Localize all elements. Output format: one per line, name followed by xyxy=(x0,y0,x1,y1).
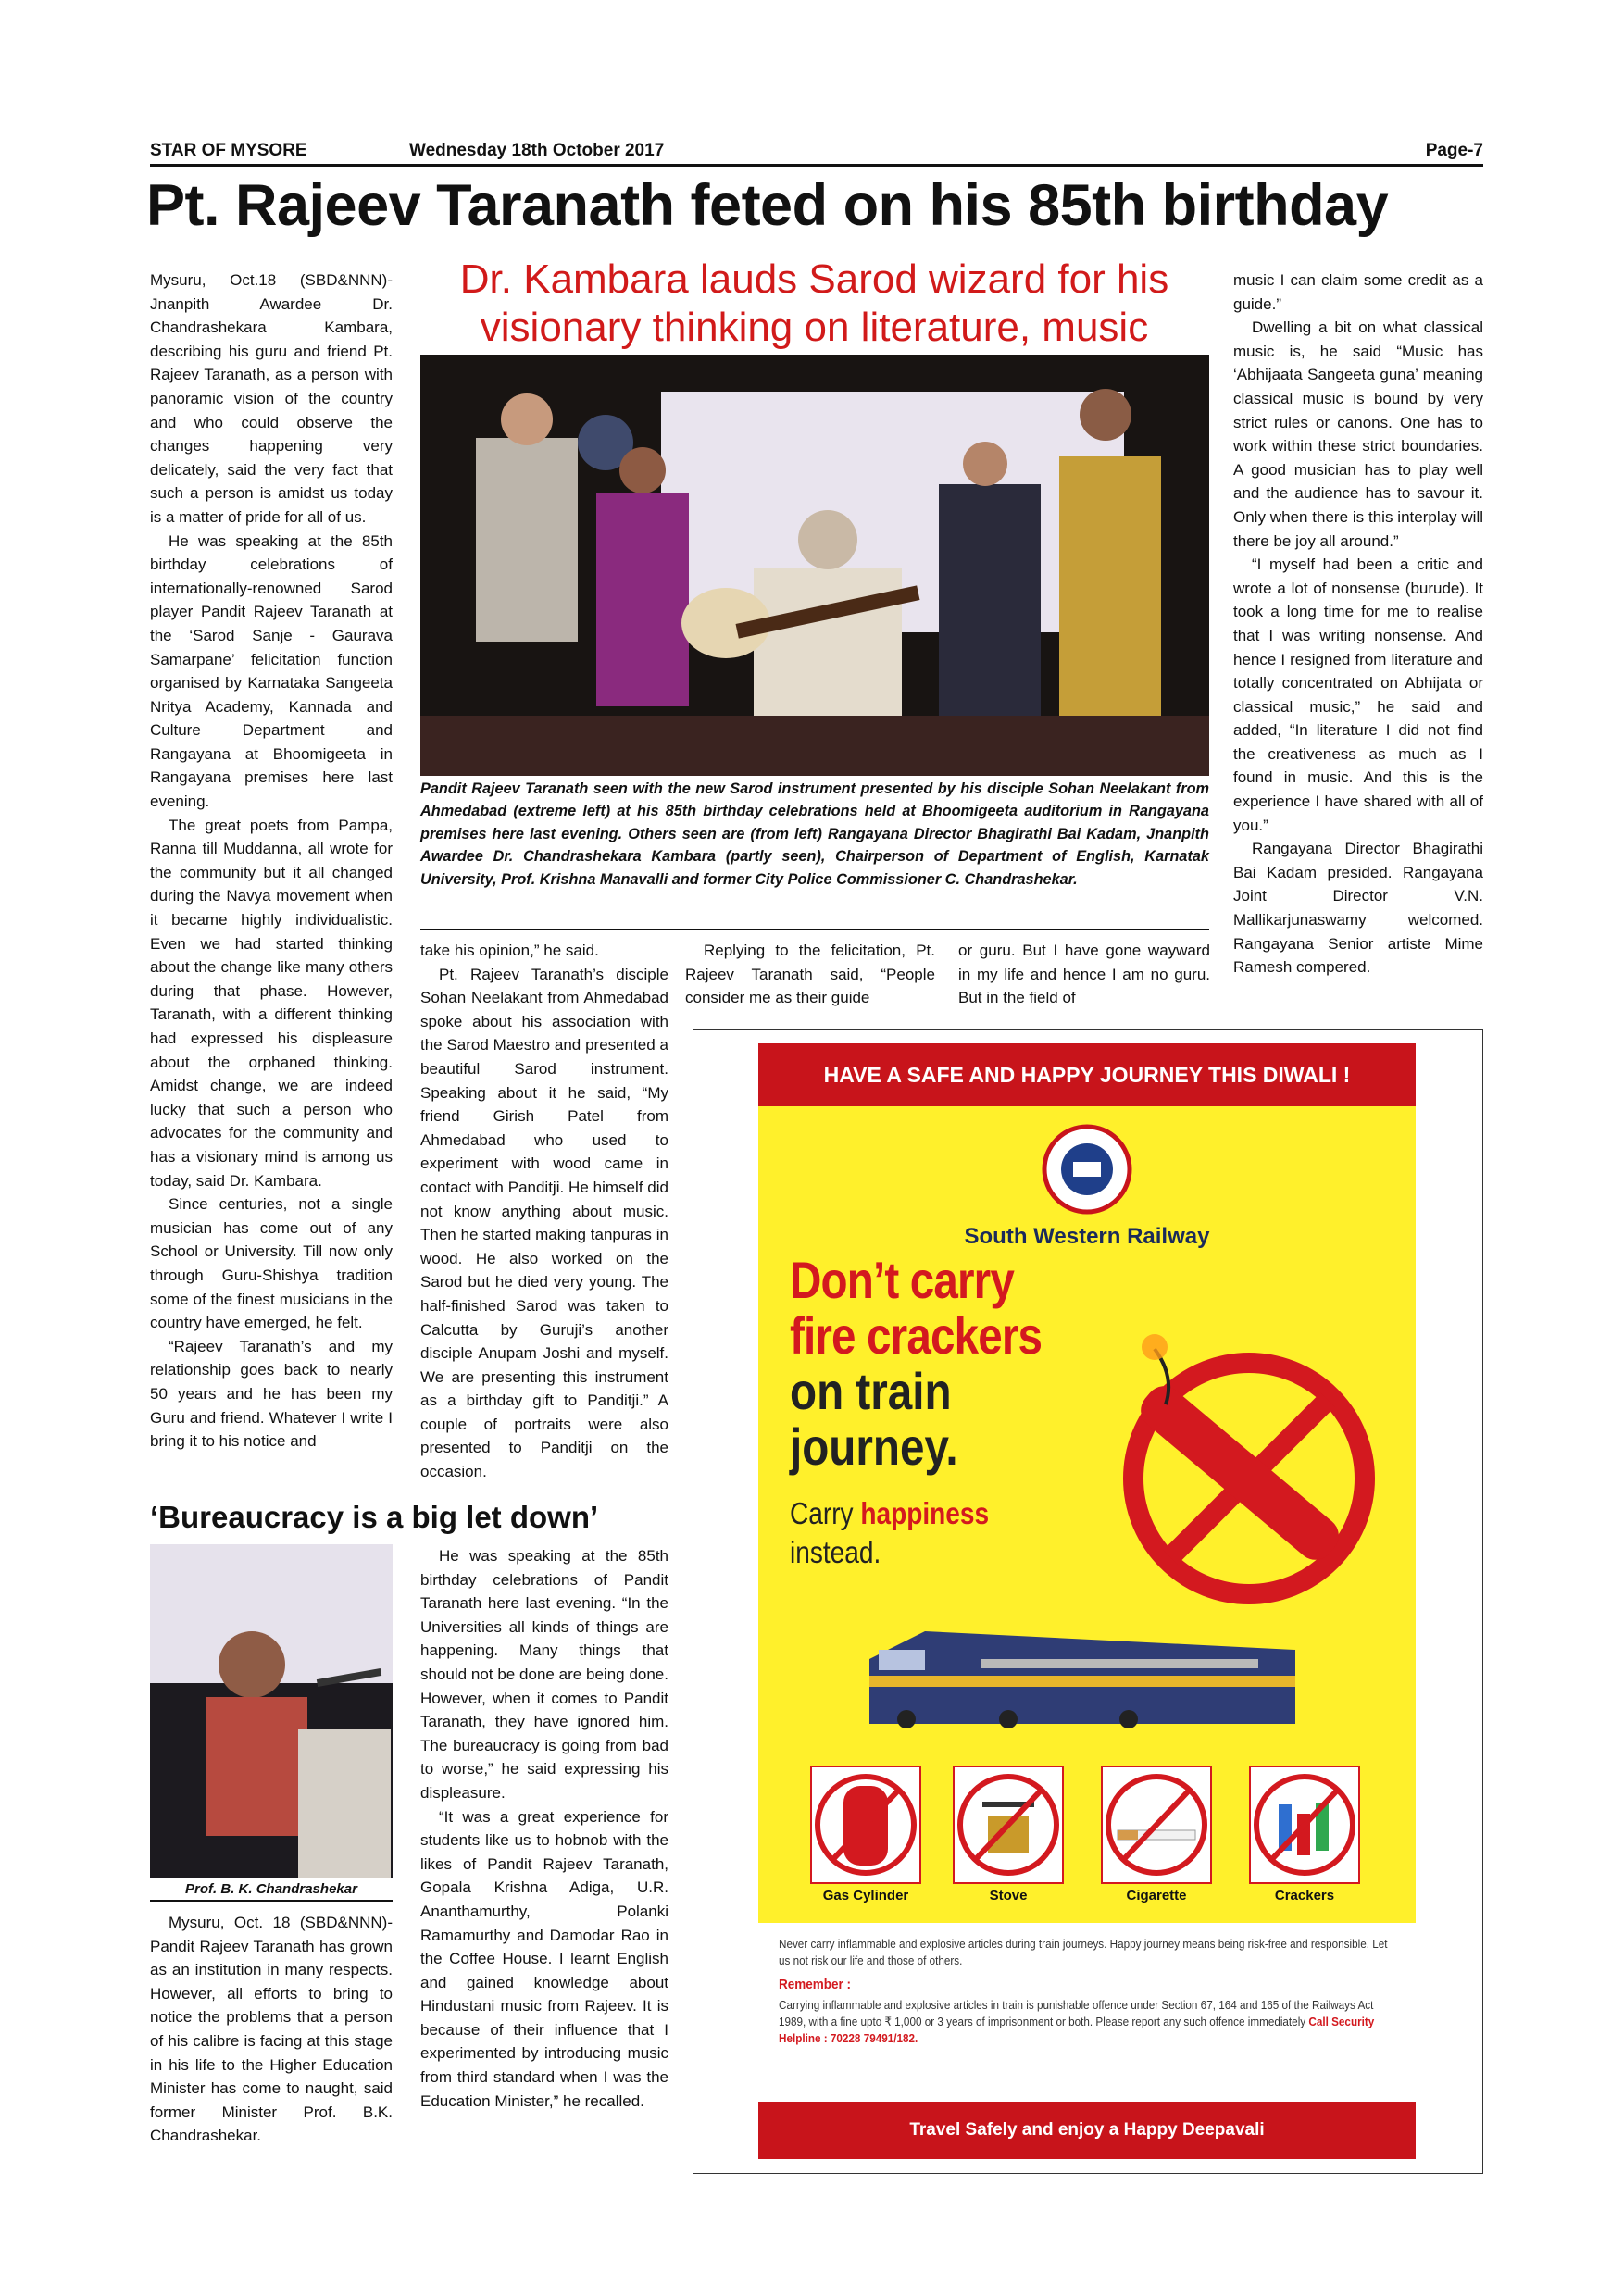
paragraph: “It was a great experience for students like us to hobnob with the likes of Pandit Rajeev Taranath, Gopala Krishna Adiga, U.R. Ananthamurthy, Polanki Ramamurthy and Damodar Rao in the Coffee House. I learnt English and gained knowledge about Hindustani music from Rajeev. It is because of their influence that I experimented by introducing music from third standard when I was the Education Minister,” he recalled. xyxy=(420,1807,668,2110)
chandrashekar-photo xyxy=(150,1544,393,1878)
sub-headline xyxy=(423,256,1206,352)
ad-slogan-line-1: Don’t carry xyxy=(790,1251,1014,1309)
train-icon xyxy=(869,1594,1295,1733)
railway-advertisement xyxy=(693,1029,1483,2174)
article1-column-1 xyxy=(150,268,393,1454)
article1-column-4 xyxy=(958,939,1210,1010)
paragraph: Mysuru, Oct.18 (SBD&NNN)-Jnanpith Awardee Dr. Chandrashekara Kambara, describing his guru and friend Pt. Rajeev Taranath, as a person with panoramic vision of the country and who could observe the changes happening very delicately, said the very fact that such a person is amidst us today is a matter of pride for all of us. xyxy=(150,271,393,526)
icon-label: Stove xyxy=(989,1888,1028,1903)
ad-slogan-red xyxy=(790,1253,1042,1364)
paragraph: Since centuries, not a single musician has come out of any School or University. Till now only through Guru-Shishya tradition some of the finest musicians in the country have emerged, he felt. xyxy=(150,1195,393,1332)
main-headline: Pt. Rajeev Taranath feted on his 85th birthday xyxy=(146,173,1389,238)
main-photo-image xyxy=(420,355,1209,776)
ad-banner: HAVE A SAFE AND HAPPY JOURNEY THIS DIWALI ! xyxy=(758,1043,1416,1106)
article2-column-2 xyxy=(420,1544,668,2113)
paragraph: He was speaking at the 85th birthday celebrations of Pandit Taranath here last evening. “In the Universities all kinds of things are happening. Many things that should not be done are being done. However, when it comes to Pandit Taranath, they have ignored him. The bureaucracy is going from bad to worse,” he said expressing his displeasure. xyxy=(420,1547,668,1802)
ad-footer: Travel Safely and enjoy a Happy Deepavali xyxy=(758,2102,1416,2159)
article2-column-1 xyxy=(150,1911,393,2148)
railway-name: South Western Railway xyxy=(964,1224,1210,1249)
remember-text xyxy=(779,1997,1393,2047)
article1-column-2 xyxy=(420,939,668,1484)
section-headline: ‘Bureaucracy is a big let down’ xyxy=(150,1500,599,1534)
gas-cylinder-icon xyxy=(810,1766,921,1884)
chandrashekar-caption: Prof. B. K. Chandrashekar xyxy=(150,1879,393,1902)
paragraph: “Rajeev Taranath’s and my relationship goes back to nearly 50 years and he has been my Guru and friend. Whatever I write I bring it to his notice and xyxy=(150,1337,393,1451)
caption-divider xyxy=(420,929,1209,930)
masthead-bar xyxy=(150,141,1483,167)
paragraph: The great poets from Pampa, Ranna till Muddanna, all wrote for the community but it all changed during the Navya movement when it became highly individualistic. Even we had started thinking about the change like many others during that phase. However, Taranath, with a different thinking had expressed his displeasure about the orphaned thinking. Amidst change, we are indeed lucky that such a person who advocates for the community and has a visionary mind is among us today, said Dr. Kambara. xyxy=(150,816,393,1190)
security-helpline: Call Security Helpline : 70228 79491/182. xyxy=(779,2015,1375,2045)
remember-body: Carrying inflammable and explosive articles in train is punishable offence under Section 67, 164 and 165 of the Railways Act 1989, with a fine upto ₹ 1,000 or 3 years of imprisonment or both. Please report any such offence immediately xyxy=(779,1998,1374,2028)
ad-slogan-black xyxy=(790,1364,958,1475)
paragraph: Rangayana Director Bhagirathi Bai Kadam presided. Rangayana Joint Director V.N. Mallikarjunaswamy welcomed. Rangayana Senior artiste Mime Ramesh compered. xyxy=(1233,840,1483,977)
page-number: Page-7 xyxy=(1425,141,1483,160)
paragraph: music I can claim some credit as a guide.” xyxy=(1233,271,1483,313)
main-photo xyxy=(420,355,1209,776)
sub-headline-line-1: Dr. Kambara lauds Sarod wizard for his xyxy=(459,256,1169,302)
paragraph: He was speaking at the 85th birthday celebrations of internationally-renowned Sarod player Pandit Rajeev Taranath at the ‘Sarod Sanje - Gaurava Samarpane’ felicitation function organised by Karnataka Sangeeta Nritya Academy, Kannada and Culture Department and Rangayana at Bhoomigeeta in Rangayana premises here last evening. xyxy=(150,531,393,811)
instead-word: instead. xyxy=(790,1535,881,1569)
cigarette-icon xyxy=(1101,1766,1212,1884)
ad-panel xyxy=(758,1043,1416,2159)
main-photo-caption: Pandit Rajeev Taranath seen with the new Sarod instrument presented by his disciple Sohan Neelakant from Ahmedabad (extreme left) at his 85th birthday celebrations held at Bhoomigeeta auditorium in Rangayana premises here last evening. Others seen are (from left) Rangayana Director Bhagirathi Bai Kadam, Jnanpith Awardee Dr. Chandrashekara Kambara (partly seen), Chairperson of Department of English, Karnatak University, Prof. Krishna Manavalli and former City Police Commissioner C. Chandrashekar. xyxy=(420,780,1209,888)
railway-logo-icon xyxy=(1041,1123,1133,1216)
stove-icon xyxy=(953,1766,1064,1884)
icon-label: Crackers xyxy=(1274,1888,1335,1903)
paragraph: “I myself had been a critic and wrote a lot of nonsense (burude). It took a long time for me to realise that I was writing nonsense. And hence I resigned from literature and totally concentrated on Abhijata or classical music,” he said and added, “In literature I did not find the creativeness as much as I found in music. And this is the experience I have shared with all of you.” xyxy=(1233,555,1483,834)
ad-slogan-line-3: on train xyxy=(790,1362,952,1420)
paragraph: Pt. Rajeev Taranath’s disciple Sohan Neelakant from Ahmedabad spoke about his association with the Sarod Maestro and presented a beautiful Sarod instrument. Speaking about it he said, “My friend Girish Patel from Ahmedabad who used to experiment with wood came in contact with Panditji. He himself did not know anything about music. Then he started making tanpuras in wood. He also worked on the Sarod but he died very young. The half-finished Sarod was taken to Calcutta by Guruji’s another disciple Anupam Joshi and myself. We are presenting this instrument as a birthday gift to Panditji.” A couple of portraits were also presented to Panditji on the occasion. xyxy=(420,965,668,1481)
icon-label: Cigarette xyxy=(1126,1888,1187,1903)
ad-info-box xyxy=(758,1923,1416,2102)
article1-column-3 xyxy=(685,939,935,1010)
chandrashekar-photo-image xyxy=(150,1544,393,1878)
ad-slogan-line-4: journey. xyxy=(790,1417,958,1476)
ad-slogan-line-2: fire crackers xyxy=(790,1306,1043,1365)
ad-carry-happiness xyxy=(790,1494,989,1572)
paragraph: Dwelling a bit on what classical music is, he said “Music has ‘Abhijaata Sangeeta guna’ meaning classical music is bound by very strict rules or canons. One has to work within these strict boundaries. A good musician has to play well and the audience has to savour it. Only when there is this interplay will there be joy all around.” xyxy=(1233,318,1483,550)
happiness-word: happiness xyxy=(860,1496,990,1530)
paragraph: Mysuru, Oct. 18 (SBD&NNN)-Pandit Rajeev Taranath has grown as an institution in many respects. However, all efforts to bring to notice the problems that a person of his calibre is facing at this stage in his life to the Higher Education Minister has come to naught, said former Minister Prof. B.K. Chandrashekar. xyxy=(150,1914,393,2145)
issue-date: Wednesday 18th October 2017 xyxy=(409,141,665,160)
remember-label: Remember : xyxy=(779,1977,852,1992)
sub-headline-line-2: visionary thinking on literature, music xyxy=(480,305,1149,350)
paper-name: STAR OF MYSORE xyxy=(150,141,307,160)
paragraph: take his opinion,” he said. xyxy=(420,942,599,959)
paragraph: Replying to the felicitation, Pt. Rajeev Taranath said, “People consider me as their guide xyxy=(685,942,935,1007)
article1-column-5 xyxy=(1233,268,1483,980)
no-crackers-icon xyxy=(1101,1321,1397,1617)
paragraph: or guru. But I have gone wayward in my life and hence I am no guru. But in the field of xyxy=(958,942,1210,1007)
crackers-icon xyxy=(1249,1766,1360,1884)
icon-label: Gas Cylinder xyxy=(822,1888,909,1903)
ad-note: Never carry inflammable and explosive articles during train journeys. Happy journey means being risk-free and responsible. Let us not risk our life and those of others. xyxy=(779,1937,1388,1967)
carry-word: Carry xyxy=(790,1496,854,1530)
